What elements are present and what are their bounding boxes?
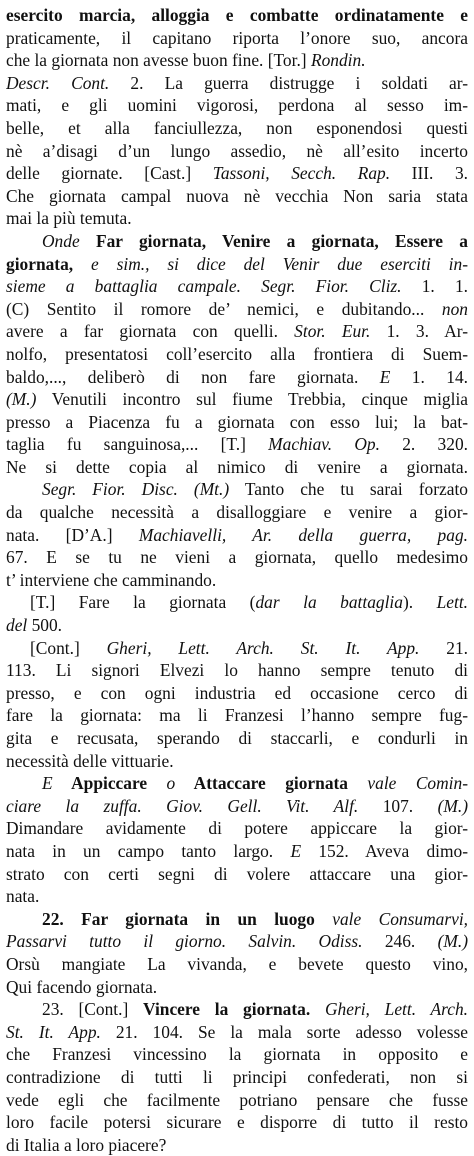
text-line	[6, 930, 468, 953]
body-text: nata. [D’A.]	[6, 524, 139, 545]
headword-text: giornata,	[6, 253, 74, 274]
body-text: 21.	[419, 637, 468, 658]
body-text: 1. 14.	[390, 366, 468, 387]
body-text: Dimandare avidamente di potere appiccare la gior-	[6, 818, 468, 839]
body-text: Venutili incontro sul fiume Trebbia, cinque miglia	[36, 389, 468, 410]
body-text: fare la giornata: ma li Franzesi l’hanno sempre fug-	[6, 705, 468, 726]
body-text: che la giornata non avesse buon fine. [Tor.]	[6, 50, 311, 71]
text-line	[6, 298, 468, 321]
body-text: delle giornate. [Cast.]	[6, 163, 213, 184]
text-line	[6, 162, 468, 185]
text-line	[6, 1111, 468, 1134]
citation-text: e sim., si dice del Venir due eserciti in-	[73, 253, 468, 274]
body-text: (C) Sentito il romore de’ nemici, e dubitando...	[6, 298, 442, 319]
text-line	[6, 953, 468, 976]
text-line	[6, 727, 468, 750]
body-text: che Franzesi vincessino la giornata in opposito e	[6, 1044, 468, 1065]
body-text: 107.	[358, 795, 438, 816]
citation-text: Onde	[42, 230, 80, 251]
body-text: 67. E se tu ne vieni a giornata, quello medesimo	[6, 547, 468, 568]
text-line	[6, 546, 468, 569]
citation-text: Descr. Cont.	[6, 72, 110, 93]
text-line	[6, 501, 468, 524]
citation-text: sieme a battaglia campale. Segr. Fior. Cliz.	[6, 276, 402, 297]
text-line	[6, 1021, 468, 1044]
body-text: praticamente, il capitano riporta l’onore suo, ancora	[6, 27, 468, 48]
text-line	[6, 185, 468, 208]
text-line	[6, 27, 468, 50]
body-text: nolfo, presentatosi coll’esercito alla frontiera di Suem-	[6, 343, 468, 364]
text-line	[6, 343, 468, 366]
body-text: nè a’disagi d’un lungo assedio, nè all’esito incerto	[6, 140, 468, 161]
body-text: di Italia a loro piacere?	[6, 1134, 167, 1155]
body-text: presso a Piacenza fu a giornata con esso lui; la bat-	[6, 411, 468, 432]
text-line	[6, 840, 468, 863]
headword-text: Attaccare giornata	[175, 773, 348, 794]
citation-text: Tassoni, Secch. Rap.	[212, 163, 391, 184]
citation-text: Gheri, Lett. Arch.	[310, 999, 468, 1020]
body-text: 21. 104. Se la mala sorte adesso volesse	[100, 1021, 468, 1042]
citation-text: ciare la zuffa. Giov. Gell. Vit. Alf.	[6, 795, 359, 816]
citation-text: Segr. Fior. Disc. (Mt.)	[42, 479, 230, 500]
citation-text: (M.)	[6, 389, 37, 410]
text-line	[6, 637, 468, 660]
text-line	[6, 976, 468, 999]
text-line	[6, 1066, 468, 1089]
body-text: mai la più temuta.	[6, 208, 132, 229]
text-line	[6, 569, 468, 592]
body-text: 113. Li signori Elvezi lo hanno sempre tenuto di	[6, 660, 468, 681]
text-line	[6, 4, 468, 27]
body-text: 23. [Cont.]	[42, 999, 144, 1020]
text-line	[6, 366, 468, 389]
body-text: 2. La guerra distrugge i soldati ar-	[109, 72, 468, 93]
body-text: gita e recusata, sperando di staccarli, e condurli in	[6, 728, 468, 748]
citation-text: non	[441, 298, 468, 319]
citation-text: del	[6, 615, 28, 636]
text-line	[6, 253, 468, 276]
text-line	[6, 411, 468, 434]
body-text: 1. 3. Ar-	[370, 321, 468, 342]
citation-text: vale Consumarvi,	[314, 908, 468, 929]
text-line	[6, 795, 468, 818]
citation-text: E	[42, 773, 53, 794]
body-text: belle, et alla fanciullezza, non esponendosi questi	[6, 117, 468, 138]
headword-text: Appiccare	[52, 773, 167, 794]
text-line	[6, 207, 468, 230]
headword-text: 22. Far giornata in un luogo	[42, 908, 315, 929]
body-text: taglia fu sanguinosa,... [T.]	[6, 434, 269, 455]
body-text: da qualche necessità a disalloggiare e venire a gior-	[6, 502, 468, 523]
body-text: 246.	[362, 931, 438, 952]
text-line	[6, 478, 468, 501]
text-line	[6, 140, 468, 163]
citation-text: St. It. App.	[6, 1021, 101, 1042]
text-line	[6, 49, 468, 72]
citation-text: Machiav. Op.	[268, 434, 380, 455]
text-line	[6, 1089, 468, 1112]
text-line	[6, 117, 468, 140]
text-line	[6, 908, 468, 931]
body-text: 500.	[27, 615, 63, 636]
text-line	[6, 659, 468, 682]
text-line	[6, 275, 468, 298]
citation-text: Lett.	[436, 592, 468, 613]
body-text: 2. 320.	[379, 434, 468, 455]
body-text: nata.	[6, 886, 40, 907]
body-text: nata in un campo tanto largo.	[6, 840, 291, 861]
text-line	[6, 863, 468, 886]
citation-text: E	[379, 366, 391, 387]
body-text: Orsù mangiate La vivanda, e bevete questo vino,	[6, 953, 468, 974]
headword-text: esercito marcia, alloggia e combatte ordinatamente e	[6, 5, 468, 25]
text-line	[6, 1134, 468, 1156]
text-line	[6, 1043, 468, 1066]
body-text: mati, e gli uomini vigorosi, perdona al sesso im-	[6, 95, 468, 116]
text-line	[6, 591, 468, 614]
citation-text: Machiavelli, Ar. della guerra, pag.	[138, 524, 468, 545]
text-line	[6, 230, 468, 253]
text-line	[6, 772, 468, 795]
body-text: t’ interviene che camminando.	[6, 569, 217, 590]
citation-text: E	[290, 840, 302, 861]
citation-text: vale Comin-	[348, 773, 468, 794]
citation-text: Gheri, Lett. Arch. St. It. App.	[106, 637, 420, 658]
citation-text: o	[166, 773, 176, 794]
body-text: loro facile potersi sicurare e disporre di tutto il resto	[6, 1112, 468, 1133]
text-line	[6, 388, 468, 411]
citation-text: Rondin.	[310, 50, 366, 71]
text-line	[6, 320, 468, 343]
headword-text: Far giornata, Venire a giornata, Essere a	[79, 230, 468, 251]
body-text: [Cont.]	[30, 637, 107, 658]
text-line	[6, 433, 468, 456]
body-text: III. 3.	[390, 163, 468, 184]
citation-text: Passarvi tutto il giorno. Salvin. Odiss.	[6, 931, 363, 952]
body-text: avere a far giornata con quelli.	[6, 321, 295, 342]
citation-text: (M.)	[437, 931, 468, 952]
body-text: baldo,..., deliberò di non fare giornata.	[6, 366, 380, 387]
text-line	[6, 998, 468, 1021]
text-line	[6, 750, 468, 773]
body-text: necessità delle vittuarie.	[6, 750, 174, 771]
body-text: contradizione di tutti li principi confederati, non si	[6, 1066, 468, 1087]
text-line	[6, 72, 468, 95]
citation-text: dar la battaglia	[255, 592, 403, 613]
citation-text: Stor. Eur.	[294, 321, 371, 342]
body-text: strato con certi segni di volere attaccare una gior-	[6, 863, 468, 884]
body-text: Tanto che tu sarai forzato	[229, 479, 468, 500]
citation-text: (M.)	[437, 795, 468, 816]
body-text: presso, e con ogni industria ed occasione cerco di	[6, 682, 468, 703]
text-line	[6, 456, 468, 479]
text-line	[6, 704, 468, 727]
headword-text: Vincere la giornata.	[143, 999, 311, 1020]
text-line	[6, 94, 468, 117]
body-text: Che giornata campal nuova nè vecchia Non saria stata	[6, 185, 468, 206]
text-line	[6, 524, 468, 547]
body-text: vede egli che facilmente potriano pensare che fusse	[6, 1089, 468, 1110]
text-line	[6, 682, 468, 705]
body-text: Qui facendo giornata.	[6, 976, 158, 997]
body-text: Ne si dette copia al nimico di venire a giornata.	[6, 456, 468, 477]
body-text: 152. Aveva dimo-	[301, 840, 468, 861]
text-line	[6, 885, 468, 908]
body-text: 1. 1.	[401, 276, 468, 297]
body-text: ).	[402, 592, 437, 613]
text-line	[6, 614, 468, 637]
text-line	[6, 817, 468, 840]
body-text: [T.] Fare la giornata (	[30, 592, 256, 613]
